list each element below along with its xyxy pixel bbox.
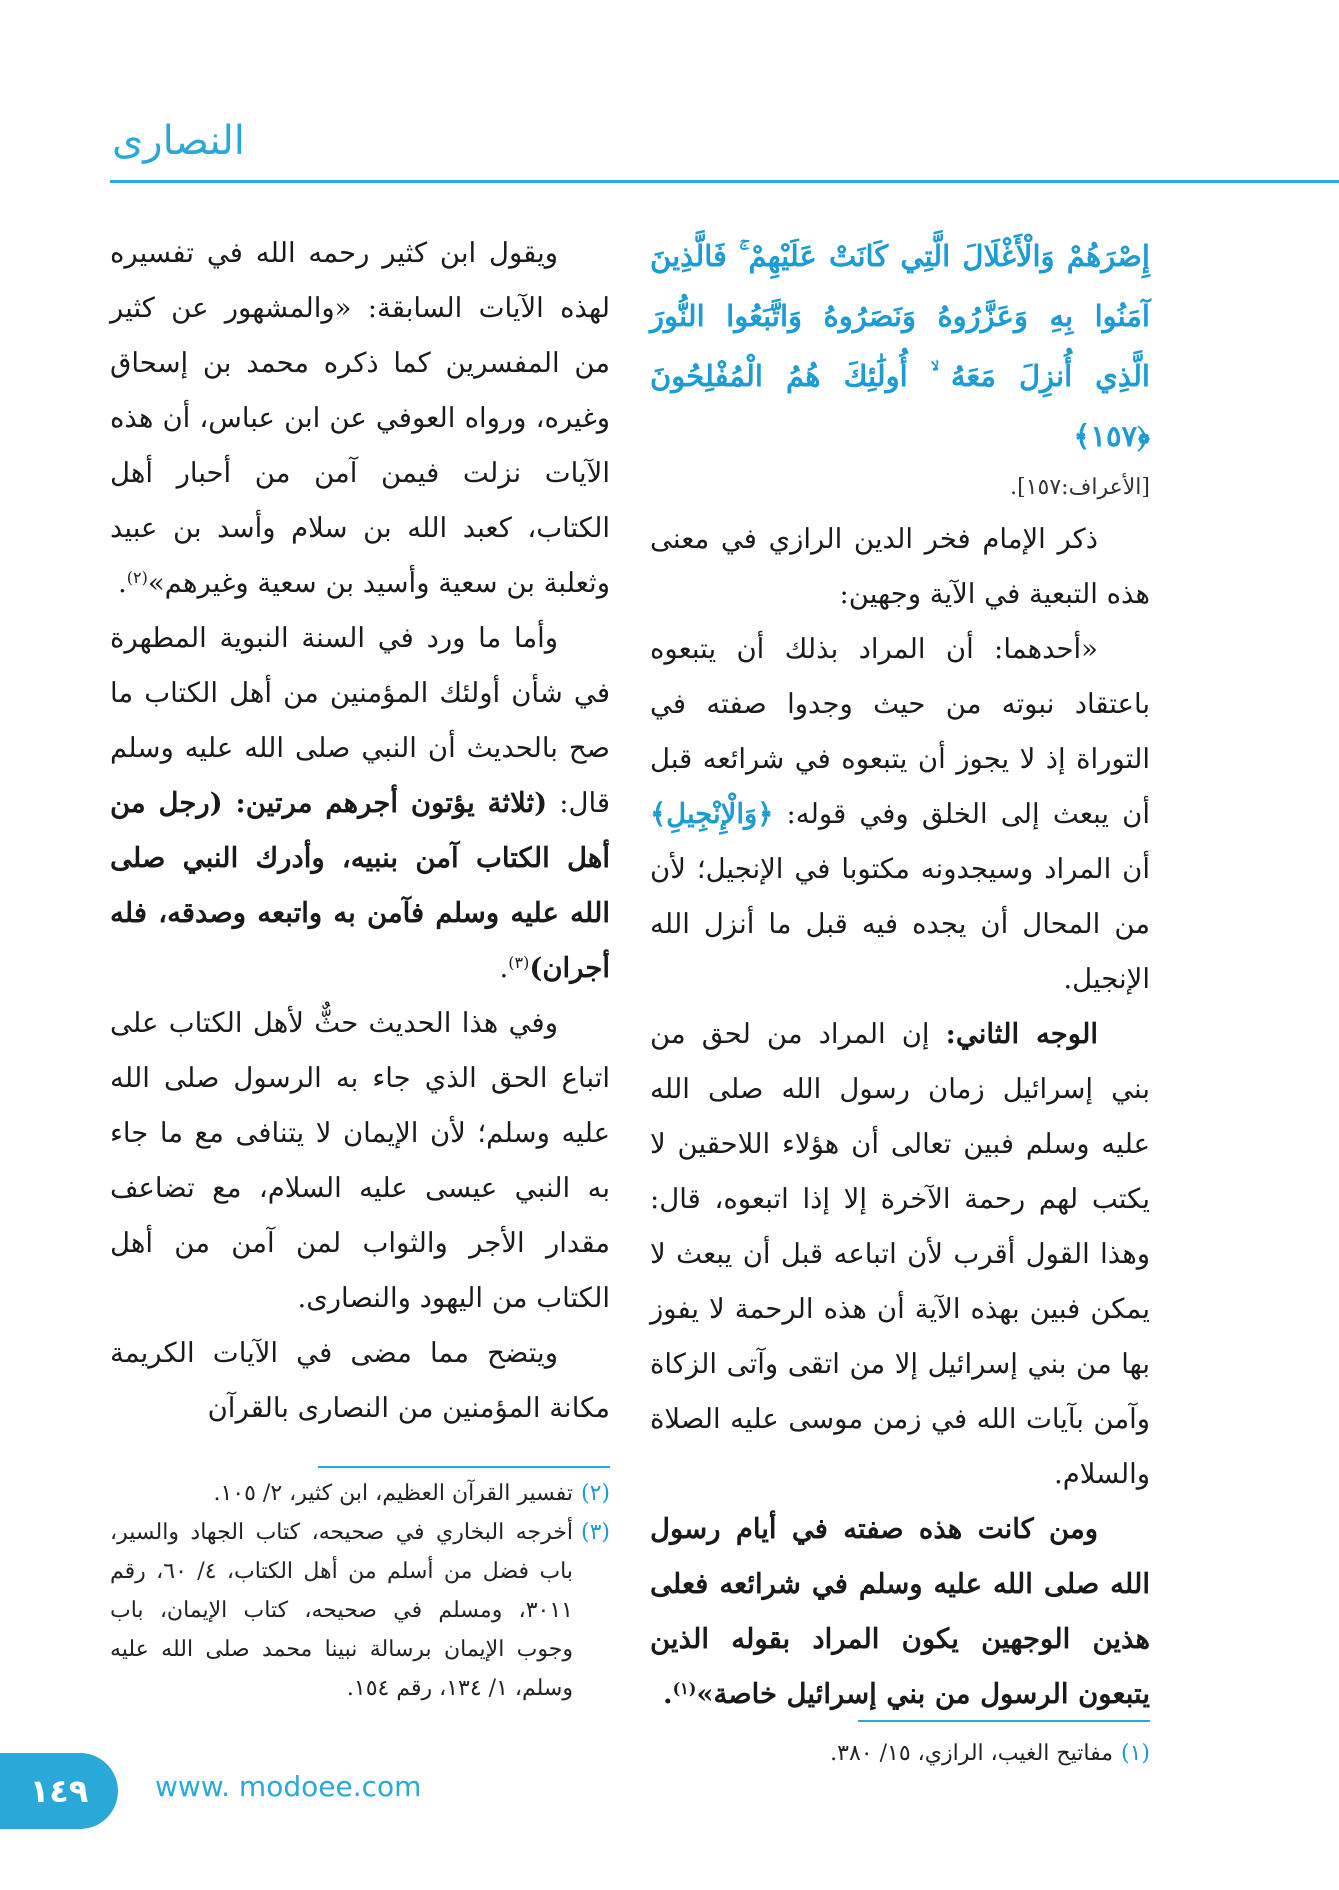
footnote-divider-left: [318, 1466, 610, 1468]
left-column: [110, 226, 610, 1436]
paragraph-text: وأما ما ورد في السنة النبوية المطهرة في شأن أولئك المؤمنين من أهل الكتاب ما صح بالحديث أن النبي صلى الله عليه وسلم قال:: [110, 622, 610, 819]
paragraph-text: «أحدهما: أن المراد بذلك أن يتبعوه باعتقاد نبوته من حيث وجدوا صفته في التوراة إذ لا يجوز أن يتبعوه في شرائعه قبل أن يبعث إلى الخلق وفي قوله:: [650, 633, 1150, 830]
paragraph-end: .: [662, 1678, 673, 1710]
footnote-ref-3[interactable]: (٣): [508, 953, 530, 972]
paragraph-text: ويقول ابن كثير رحمه الله في تفسيره لهذه الآيات السابقة: «والمشهور عن كثير من المفسرين كما ذكره محمد بن إسحاق وغيره، ورواه العوفي عن ابن عباس، أن هذه الآيات نزلت فيمن آمن من أحبار أهل الكتاب، كعبد الله بن سلام وأسد بن عبيد وثعلبة بن سعية وأسيد بن سعية وغيرهم»: [110, 237, 610, 599]
second-meaning-heading: الوجه الثاني:: [945, 1018, 1098, 1050]
paragraph-first-meaning: [650, 622, 1150, 1007]
paragraph-end: .: [118, 567, 127, 599]
footnote-item: [110, 1474, 610, 1513]
page-number-badge: ١٤٩: [0, 1753, 118, 1829]
footnote-ref-2[interactable]: (٢): [126, 568, 148, 587]
footnote-item: [110, 1513, 610, 1708]
website-link[interactable]: www. modoee.com: [155, 1770, 422, 1803]
paragraph-text: إن المراد من لحق من بني إسرائيل زمان رسول الله صلى الله عليه وسلم فبين تعالى أن هؤلاء اللاحقين لا يكتب لهم رحمة الآخرة إلا إذا اتبعوه، قال: وهذا القول أقرب لأن اتباعه قبل أن يبعث لا يمكن فبين بهذه الآية أن هذه الرحمة لا يفوز بها من بني إسرائيل إلا من اتقى وآتى الزكاة وآمن بآيات الله في زمن موسى عليه الصلاة والسلام.: [650, 1018, 1150, 1490]
quran-verse-text: إِصْرَهُمْ وَالْأَغْلَالَ الَّتِي كَانَتْ عَلَيْهِمْ ۚ فَالَّذِينَ آمَنُوا بِهِ وَعَزَّرُوهُ وَنَصَرُوهُ وَاتَّبَعُوا النُّورَ الَّذِي أُنزِلَ مَعَهُ ۙ أُولَٰئِكَ هُمُ الْمُفْلِحُونَ: [650, 239, 1150, 393]
paragraph-continuation: ويتضح مما مضى في الآيات الكريمة مكانة المؤمنين من النصارى بالقرآن: [110, 1337, 610, 1424]
paragraph-razi-intro: ذكر الإمام فخر الدين الرازي في معنى هذه التبعية في الآية وجهين:: [650, 523, 1150, 610]
paragraph-ibn-kathir: [110, 226, 610, 611]
footnote-text: تفسير القرآن العظيم، ابن كثير، ٢/ ١٠٥.: [213, 1481, 573, 1506]
footnotes-right: [650, 1734, 1150, 1774]
header-divider: [110, 180, 1339, 183]
paragraph-sunnah: [110, 611, 610, 996]
hadith-text: (ثلاثة يؤتون أجرهم مرتين: (رجل من أهل الكتاب آمن بنبيه، وأدرك النبي صلى الله عليه وسلم فآمن به واتبعه وصدقه، فله أجران): [110, 787, 610, 984]
footnote-number: (١): [1120, 1741, 1150, 1766]
quran-reference: [الأعراف:١٥٧].: [1010, 475, 1150, 500]
paragraph-second-meaning: [650, 1007, 1150, 1502]
paragraph-conclusion: [650, 1502, 1150, 1722]
paragraph-hadith-commentary: وفي هذا الحديث حثٌّ لأهل الكتاب على اتباع الحق الذي جاء به الرسول صلى الله عليه وسلم؛ لأن الإيمان لا يتنافى مع ما جاء به النبي عيسى عليه السلام، مع تضاعف مقدار الأجر والثواب لمن آمن من أهل الكتاب من اليهود والنصارى.: [110, 1007, 610, 1314]
right-column: [650, 226, 1150, 1722]
footnote-number: (٣): [580, 1520, 610, 1545]
footnote-item: [650, 1734, 1150, 1774]
footnote-ref-1[interactable]: (١): [672, 1679, 697, 1698]
footnote-number: (٢): [580, 1481, 610, 1506]
paragraph-text: أن المراد وسيجدونه مكتوبا في الإنجيل؛ لأن من المحال أن يجده فيه قبل ما أنزل الله الإنجيل.: [650, 853, 1150, 995]
chapter-title: النصارى: [112, 118, 245, 164]
footnote-text: مفاتيح الغيب، الرازي، ١٥/ ٣٨٠.: [830, 1741, 1113, 1766]
quran-verse-block: [650, 226, 1150, 466]
paragraph-end: .: [499, 952, 509, 984]
footnotes-left: [110, 1474, 610, 1708]
footnote-divider-right: [858, 1720, 1150, 1722]
footnote-text: أخرجه البخاري في صحيحه، كتاب الجهاد والسير، باب فضل من أسلم من أهل الكتاب، ٤/ ٦٠، رقم ٣٠١١، ومسلم في صحيحه، كتاب الإيمان، باب وجوب الإيمان برسالة نبينا محمد صلى الله عليه وسلم، ١/ ١٣٤، رقم ١٥٤.: [110, 1520, 573, 1701]
paragraph-text: ومن كانت هذه صفته في أيام رسول الله صلى الله عليه وسلم في شرائعه فعلى هذين الوجهين يكون المراد بقوله الذين يتبعون الرسول من بني إسرائيل خاصة»: [650, 1513, 1150, 1710]
inline-quran-word: ﴿وَالْإِنْجِيلِ﴾: [650, 798, 774, 830]
ayah-number-marker: ﴿١٥٧﴾: [1073, 419, 1150, 453]
